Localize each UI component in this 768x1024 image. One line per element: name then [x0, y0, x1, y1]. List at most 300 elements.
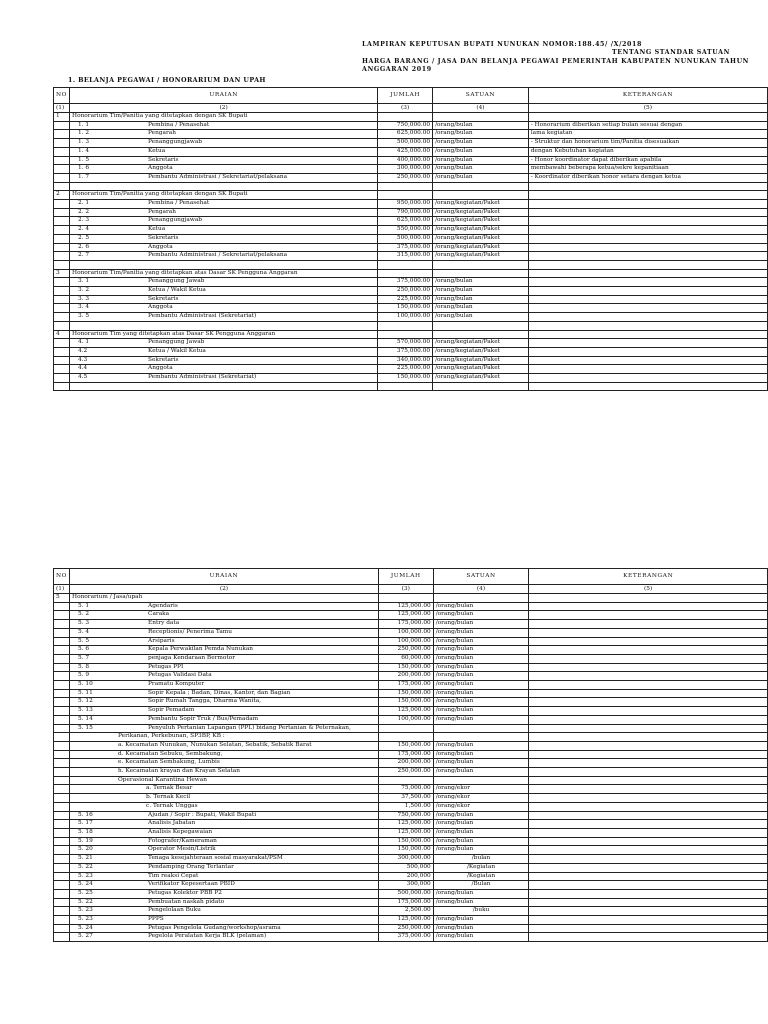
- row-no: [54, 802, 70, 811]
- table-row: [54, 681, 768, 690]
- row-satuan: /orang/kegiatan/Paket: [433, 339, 529, 348]
- row-uraian-text: Honorarium Tim/Panitia yang ditetapkan dengan SK Bupati: [72, 191, 248, 198]
- table-row: [54, 200, 768, 209]
- row-uraian-text: a. Ternak Besar: [146, 785, 193, 792]
- row-keterangan: [529, 898, 768, 907]
- row-code: 5. 3: [78, 620, 90, 627]
- row-no: [54, 208, 70, 217]
- colnum-5: (5): [529, 585, 768, 594]
- row-keterangan: [528, 200, 767, 209]
- col-jumlah: JUMLAH: [378, 569, 433, 585]
- row-uraian: [70, 724, 379, 733]
- row-uraian: [70, 269, 378, 278]
- row-keterangan: [529, 654, 768, 663]
- row-uraian-text: Fotografer/Kameraman: [148, 837, 217, 844]
- row-keterangan: [529, 916, 768, 925]
- row-code: 4.3: [78, 356, 88, 363]
- row-uraian-text: PPPS: [148, 916, 164, 923]
- row-no: [54, 252, 70, 261]
- col-no: NO: [54, 569, 70, 585]
- row-code: 3. 2: [78, 287, 90, 294]
- row-keterangan: [528, 260, 767, 269]
- row-uraian: [70, 776, 379, 785]
- row-code: 5. 20: [78, 846, 93, 853]
- table-row: [54, 321, 768, 330]
- table-row: [54, 924, 768, 933]
- row-no: [54, 715, 70, 724]
- row-satuan: /orang/bulan: [433, 837, 529, 846]
- row-satuan: /orang/bulan: [433, 637, 529, 646]
- colnum-4: (4): [433, 104, 529, 113]
- row-satuan: /orang/bulan: [433, 130, 529, 139]
- colnum-5: (5): [528, 104, 767, 113]
- row-satuan: /Kegiatan: [433, 872, 529, 881]
- row-keterangan: [529, 759, 768, 768]
- row-no: [54, 759, 70, 768]
- row-jumlah: 100,000.00: [378, 715, 433, 724]
- row-no: [54, 226, 70, 235]
- row-satuan: /orang/kegiatan/Paket: [433, 252, 529, 261]
- row-uraian-text: Pembina / Penasehat: [148, 121, 210, 128]
- row-keterangan: [529, 855, 768, 864]
- row-no: [54, 698, 70, 707]
- table-row: [54, 113, 768, 122]
- row-no: [54, 321, 70, 330]
- row-code: 5. 27: [78, 933, 93, 940]
- row-jumlah: 315,000.00: [378, 252, 433, 261]
- row-uraian: [70, 663, 379, 672]
- row-keterangan: [529, 672, 768, 681]
- row-jumlah: 500,000: [378, 863, 433, 872]
- table-row: [54, 226, 768, 235]
- row-keterangan: [529, 820, 768, 829]
- table-row: [54, 234, 768, 243]
- row-keterangan: [528, 382, 767, 391]
- row-satuan: /orang/bulan: [433, 898, 529, 907]
- row-code: 4. 1: [78, 339, 90, 346]
- row-no: [54, 243, 70, 252]
- row-uraian-text: Pengarah: [148, 208, 176, 215]
- row-uraian-text: Operasional Karantina Hewan: [118, 776, 207, 783]
- row-uraian: [70, 933, 379, 942]
- row-code: 5. 4: [78, 628, 90, 635]
- row-code: 5. 13: [78, 707, 93, 714]
- table-row: [54, 269, 768, 278]
- row-keterangan: [529, 907, 768, 916]
- row-uraian: [70, 313, 378, 322]
- table-row: [54, 741, 768, 750]
- row-jumlah: [378, 594, 433, 603]
- row-keterangan: [528, 365, 767, 374]
- row-keterangan: [529, 637, 768, 646]
- row-jumlah: 225,000.00: [378, 365, 433, 374]
- table-row: [54, 278, 768, 287]
- row-satuan: /orang/bulan: [433, 173, 529, 182]
- table-row: [54, 855, 768, 864]
- table-row: [54, 889, 768, 898]
- row-satuan: /orang/ekor: [433, 802, 529, 811]
- row-keterangan: [528, 191, 767, 200]
- colnum-3: (3): [378, 104, 433, 113]
- table-row: [54, 173, 768, 182]
- row-no: [54, 672, 70, 681]
- table-row: [54, 881, 768, 890]
- row-no: [54, 707, 70, 716]
- row-uraian: [70, 260, 378, 269]
- row-satuan: /orang/kegiatan/Paket: [433, 217, 529, 226]
- row-jumlah: 100,000.00: [378, 637, 433, 646]
- row-uraian-text: Petugas PPI: [148, 663, 184, 670]
- table-header-row: [54, 88, 768, 104]
- row-satuan: /orang/bulan: [433, 672, 529, 681]
- row-jumlah: 1,500.00: [378, 802, 433, 811]
- row-uraian: [70, 234, 378, 243]
- row-code: 3. 3: [78, 295, 90, 302]
- table-row: [54, 768, 768, 777]
- row-uraian: [70, 330, 378, 339]
- table-row: [54, 182, 768, 191]
- row-jumlah: 100,000.00: [378, 628, 433, 637]
- row-uraian: [70, 243, 378, 252]
- row-uraian: [70, 182, 378, 191]
- row-no: [54, 907, 70, 916]
- row-uraian-text: Penanggungjawab: [148, 217, 203, 224]
- row-keterangan: dengan Kebutuhan kegiatan: [528, 147, 767, 156]
- row-uraian: [70, 208, 378, 217]
- row-uraian: [70, 147, 378, 156]
- row-no: [54, 304, 70, 313]
- row-jumlah: 790,000.00: [378, 208, 433, 217]
- row-uraian: [70, 855, 379, 864]
- row-uraian-text: Sopir Rumah Tangga, Dharma Wanita,: [148, 698, 261, 705]
- row-satuan: [433, 182, 529, 191]
- row-code: 3. 1: [78, 278, 90, 285]
- row-code: 3. 4: [78, 304, 90, 311]
- row-uraian-text: Pembina / Penasehat: [148, 200, 210, 207]
- row-jumlah: [378, 724, 433, 733]
- table-row: [54, 252, 768, 261]
- row-uraian: [70, 611, 379, 620]
- row-no: 3: [54, 269, 70, 278]
- row-uraian: [70, 602, 379, 611]
- row-uraian-text: Pembuatan naskah pidato: [148, 898, 225, 905]
- row-jumlah: 200,000.00: [378, 672, 433, 681]
- row-keterangan: [529, 863, 768, 872]
- row-uraian: [70, 339, 378, 348]
- row-uraian: [70, 741, 379, 750]
- row-no: [54, 689, 70, 698]
- row-uraian: [70, 654, 379, 663]
- row-keterangan: [529, 750, 768, 759]
- table-row: [54, 724, 768, 733]
- row-code: 2. 4: [78, 226, 90, 233]
- row-satuan: /orang/kegiatan/Paket: [433, 356, 529, 365]
- row-satuan: /orang/bulan: [433, 846, 529, 855]
- table-row: [54, 898, 768, 907]
- row-uraian: [70, 733, 379, 742]
- row-uraian-text: Pembantu Administrasi (Sekretariat): [148, 313, 257, 320]
- row-keterangan: [528, 234, 767, 243]
- row-jumlah: [378, 776, 433, 785]
- row-uraian: [70, 837, 379, 846]
- row-uraian-text: h. Kecamatan krayan dan Krayan Selatan: [118, 768, 240, 775]
- row-satuan: /orang/kegiatan/Paket: [433, 200, 529, 209]
- table-row: [54, 147, 768, 156]
- row-code: 5. 24: [78, 881, 93, 888]
- row-satuan: /orang/bulan: [433, 924, 529, 933]
- row-satuan: /orang/bulan: [433, 278, 529, 287]
- row-code: 2. 5: [78, 234, 90, 241]
- row-keterangan: [529, 889, 768, 898]
- row-code: 5. 25: [78, 889, 93, 896]
- row-keterangan: [529, 785, 768, 794]
- row-satuan: /orang/bulan: [433, 287, 529, 296]
- row-uraian: [70, 811, 379, 820]
- row-code: 5. 11: [78, 689, 93, 696]
- table-row: [54, 828, 768, 837]
- row-jumlah: 150,000.00: [378, 663, 433, 672]
- row-jumlah: 375,000.00: [378, 243, 433, 252]
- row-uraian: [70, 768, 379, 777]
- row-jumlah: 375,000.00: [378, 347, 433, 356]
- row-uraian: [70, 594, 379, 603]
- row-no: [54, 846, 70, 855]
- row-code: 2. 1: [78, 200, 90, 207]
- row-uraian-text: Ajudan / Sopir : Bupati, Wakil Bupati: [148, 811, 257, 818]
- table-row: [54, 750, 768, 759]
- row-no: [54, 278, 70, 287]
- row-uraian: [70, 898, 379, 907]
- row-code: 2. 3: [78, 217, 90, 224]
- row-no: [54, 182, 70, 191]
- row-keterangan: [528, 347, 767, 356]
- table-row: [54, 672, 768, 681]
- row-jumlah: 60,000.00: [378, 654, 433, 663]
- table-row: [54, 620, 768, 629]
- row-satuan: /orang/ekor: [433, 794, 529, 803]
- row-no: [54, 200, 70, 209]
- row-keterangan: [528, 304, 767, 313]
- row-uraian-text: Pendamping Orang Terlantar: [148, 863, 234, 870]
- row-satuan: [433, 260, 529, 269]
- row-keterangan: [528, 287, 767, 296]
- row-uraian: [70, 672, 379, 681]
- row-jumlah: [378, 321, 433, 330]
- table-row: [54, 785, 768, 794]
- table-row: [54, 208, 768, 217]
- row-jumlah: [378, 182, 433, 191]
- row-satuan: /orang/bulan: [433, 663, 529, 672]
- row-uraian: [70, 278, 378, 287]
- row-uraian: [70, 382, 378, 391]
- row-no: [54, 750, 70, 759]
- row-uraian-text: Arsiparis: [148, 637, 175, 644]
- row-jumlah: [378, 191, 433, 200]
- row-code: 5. 16: [78, 811, 93, 818]
- row-satuan: /orang/ekor: [433, 785, 529, 794]
- row-keterangan: [529, 794, 768, 803]
- row-uraian-text: Ketua / Wakil Ketua: [148, 347, 206, 354]
- row-uraian-text: Anggota: [148, 304, 173, 311]
- row-keterangan: [528, 217, 767, 226]
- table-row: [54, 698, 768, 707]
- row-satuan: /orang/bulan: [433, 759, 529, 768]
- row-jumlah: 150,000.00: [378, 304, 433, 313]
- row-no: [54, 898, 70, 907]
- row-code: 3. 5: [78, 313, 90, 320]
- row-no: [54, 147, 70, 156]
- row-code: 1. 6: [78, 165, 90, 172]
- row-no: [54, 139, 70, 148]
- row-code: 5. 10: [78, 681, 93, 688]
- row-jumlah: 425,000.00: [378, 147, 433, 156]
- row-satuan: /bulan: [433, 855, 529, 864]
- row-no: [54, 602, 70, 611]
- row-no: [54, 121, 70, 130]
- row-uraian-text: Perikanan, Perkebunan, SP3BP, KB :: [118, 733, 225, 740]
- row-no: [54, 837, 70, 846]
- row-satuan: [433, 776, 529, 785]
- row-jumlah: [378, 733, 433, 742]
- table-row: [54, 295, 768, 304]
- row-jumlah: 250,000.00: [378, 173, 433, 182]
- row-uraian: [70, 287, 378, 296]
- row-jumlah: 300,000.00: [378, 165, 433, 174]
- row-uraian-text: Pegelola Peralatan Kerja BLK (pelaman): [148, 933, 267, 940]
- row-jumlah: 550,000.00: [378, 226, 433, 235]
- row-uraian: [70, 113, 378, 122]
- table-row: [54, 933, 768, 942]
- table-row: [54, 715, 768, 724]
- row-uraian: [70, 828, 379, 837]
- col-keterangan: KETERANGAN: [528, 88, 767, 104]
- table-row: [54, 802, 768, 811]
- table-row: [54, 663, 768, 672]
- row-uraian-text: Ketua: [148, 147, 166, 154]
- table-row: [54, 365, 768, 374]
- table-row: [54, 846, 768, 855]
- row-no: [54, 733, 70, 742]
- row-keterangan: [529, 741, 768, 750]
- row-keterangan: [529, 828, 768, 837]
- row-jumlah: 200,000.00: [378, 759, 433, 768]
- table-header-row: [54, 569, 768, 585]
- row-satuan: /orang/kegiatan/Paket: [433, 243, 529, 252]
- row-uraian-text: Entry data: [148, 620, 180, 627]
- row-keterangan: membawahi beberapa ketua/sekre kepanitiaan: [528, 165, 767, 174]
- row-no: [54, 287, 70, 296]
- row-keterangan: [529, 594, 768, 603]
- row-jumlah: [378, 330, 433, 339]
- table-row: [54, 837, 768, 846]
- row-jumlah: 125,000.00: [378, 602, 433, 611]
- row-uraian-text: Caraka: [148, 611, 170, 618]
- row-keterangan: [529, 846, 768, 855]
- row-keterangan: [529, 837, 768, 846]
- row-uraian: [70, 872, 379, 881]
- row-keterangan: [528, 226, 767, 235]
- row-uraian-text: Tim reaksi Cepat: [148, 872, 199, 879]
- row-uraian: [70, 156, 378, 165]
- row-code: 5. 1: [78, 602, 90, 609]
- row-uraian-text: Ketua: [148, 226, 166, 233]
- row-uraian-text: c. Ternak Unggas: [146, 802, 198, 809]
- row-satuan: /orang/bulan: [433, 139, 529, 148]
- row-jumlah: 200,000: [378, 872, 433, 881]
- table-row: [54, 776, 768, 785]
- row-uraian-text: Pembantu Sopir Truk / Bus/Pemadam: [148, 715, 259, 722]
- row-keterangan: [529, 768, 768, 777]
- row-keterangan: [529, 628, 768, 637]
- row-uraian-text: Verifikator Kepesertaan PBID: [148, 881, 235, 888]
- row-jumlah: 250,000.00: [378, 924, 433, 933]
- row-uraian-text: b. Ternak Kecil: [146, 794, 191, 801]
- colnum-1: (1): [54, 585, 70, 594]
- colnum-1: (1): [54, 104, 70, 113]
- row-uraian: [70, 924, 379, 933]
- row-jumlah: 150,000.00: [378, 689, 433, 698]
- table-row: [54, 628, 768, 637]
- row-uraian-text: Penyuluh Pertanian Lapangan (PPL) bidang Pertanian & Peternakan,: [148, 724, 351, 731]
- row-satuan: /Kegiatan: [433, 863, 529, 872]
- row-uraian-text: Sekretaris: [148, 156, 179, 163]
- row-jumlah: 175,000.00: [378, 620, 433, 629]
- row-code: 4.2: [78, 347, 88, 354]
- row-jumlah: 375,000.00: [378, 933, 433, 942]
- row-uraian-text: Pembantu Administrasi / Sekretariat/pelaksana: [148, 173, 288, 180]
- row-uraian: [70, 173, 378, 182]
- row-keterangan: [528, 356, 767, 365]
- row-jumlah: 400,000.00: [378, 156, 433, 165]
- row-code: 1. 5: [78, 156, 90, 163]
- row-satuan: /orang/kegiatan/Paket: [433, 347, 529, 356]
- row-uraian: [70, 820, 379, 829]
- row-no: [54, 863, 70, 872]
- row-keterangan: [529, 611, 768, 620]
- row-code: 5. 7: [78, 654, 90, 661]
- row-keterangan: [529, 663, 768, 672]
- row-jumlah: 500,000.00: [378, 889, 433, 898]
- row-keterangan: [528, 330, 767, 339]
- row-no: 5: [54, 594, 70, 603]
- row-no: [54, 217, 70, 226]
- row-uraian: [70, 217, 378, 226]
- row-no: [54, 924, 70, 933]
- row-jumlah: 175,000.00: [378, 681, 433, 690]
- row-uraian-text: Sekretaris: [148, 234, 179, 241]
- row-uraian: [70, 620, 379, 629]
- row-satuan: [433, 733, 529, 742]
- row-jumlah: 2,500.00: [378, 907, 433, 916]
- row-satuan: [433, 113, 529, 122]
- table-row: [54, 191, 768, 200]
- row-jumlah: [378, 113, 433, 122]
- row-code: 4.5: [78, 374, 88, 381]
- row-uraian: [70, 374, 378, 383]
- row-satuan: /orang/kegiatan/Paket: [433, 226, 529, 235]
- row-code: 5. 18: [78, 828, 93, 835]
- colnum-3: (3): [378, 585, 433, 594]
- row-keterangan: [529, 881, 768, 890]
- row-uraian-text: Honorarium Tim/Panitia yang ditetapkan dengan SK Bupati: [72, 113, 248, 119]
- row-no: [54, 646, 70, 655]
- row-no: [54, 365, 70, 374]
- row-jumlah: 150,000.00: [378, 741, 433, 750]
- row-jumlah: 75,000.00: [378, 785, 433, 794]
- row-jumlah: 300,000: [378, 881, 433, 890]
- row-jumlah: [378, 260, 433, 269]
- row-keterangan: [528, 252, 767, 261]
